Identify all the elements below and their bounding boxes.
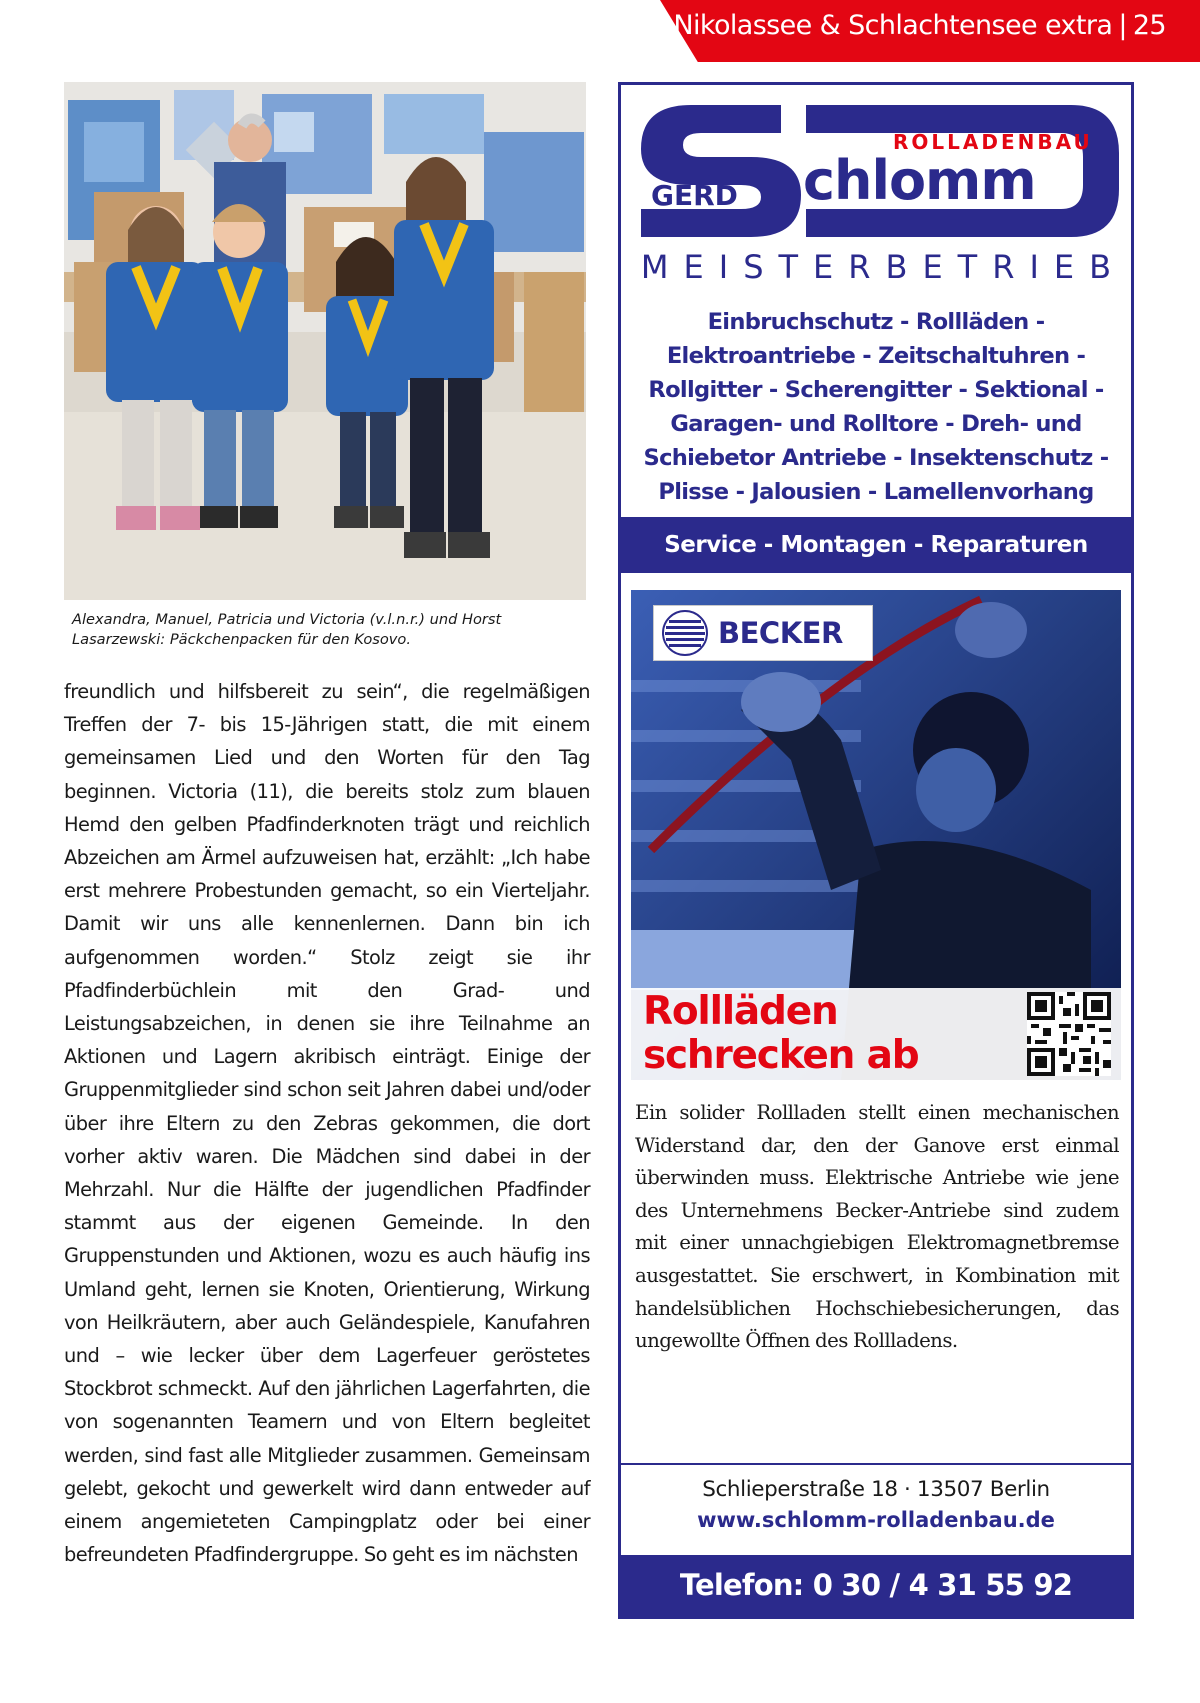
scouts-photo-illustration [64, 82, 586, 600]
becker-logo-icon [660, 608, 710, 658]
headline-box [631, 988, 1121, 1080]
photo-caption [72, 610, 584, 650]
service-line: Garagen- und Rolltore - Dreh- und [670, 411, 1082, 437]
becker-label: BECKER [718, 616, 843, 650]
schlomm-logo [631, 97, 1123, 245]
service-bar: Service - Montagen - Reparaturen [621, 517, 1131, 573]
meisterbetrieb-label: MEISTERBETRIEB [640, 248, 1127, 286]
service-line: Rollgitter - Scherengitter - Sektional - [648, 377, 1104, 403]
article-photo [64, 82, 586, 600]
burglar-photo [631, 590, 1121, 1080]
phone-bar: Telefon: 0 30 / 4 31 55 92 [621, 1555, 1131, 1616]
company-address: Schlieperstraße 18 · 13507 Berlin [702, 1477, 1050, 1502]
headline-line-1: Rollläden [643, 989, 838, 1034]
page-header [673, 10, 1166, 41]
company-website-link[interactable]: www.schlomm-rolladenbau.de [697, 1508, 1055, 1532]
services-list [631, 305, 1121, 509]
ad-body-text: Ein solider Rollladen stellt einen mechanischen Widerstand dar, den der Ganove erst einmal überwinden muss. Elektrische Antriebe wie jene des Unternehmens Becker-Antriebe sind zudem mit einer unnachgiebigen Elektromagnetbremse ausgestattet. Sie erschwert, in Kombination mit handelsüblichen Hochschiebesicherungen, das ungewollte Öffnen des Rollladens. [635, 1101, 1119, 1353]
service-line: Einbruchschutz - Rollläden - [707, 309, 1045, 335]
logo-brand-name: chlomm [803, 149, 1036, 212]
logo-top-label: ROLLADENBAU [893, 130, 1093, 154]
caption-line-1: Alexandra, Manuel, Patricia und Victoria (v.l.n.r.) und Horst [72, 611, 502, 628]
service-line: Schiebetor Antriebe - Insektenschutz - [643, 445, 1109, 471]
schlomm-advertisement [618, 82, 1134, 1619]
caption-line-2: Lasarzewski: Päckchenpacken für den Kosovo. [72, 631, 411, 648]
article-body: freundlich und hilfsbereit zu sein“, die regelmäßigen Treffen der 7- bis 15-Jährigen statt, die mit einem gemeinsamen Lied und den Worten für den Tag beginnen. Victoria (11), die bereits stolz zum blauen Hemd den gelben Pfadfinderknoten trägt und reichlich Abzeichen am Ärmel aufzuweisen hat, erzählt: „Ich habe erst mehrere Probestunden gemacht, so ein Vierteljahr. Damit wir uns alle kennenlernen. Dann bin ich aufgenommen worden.“ Stolz zeigt sie ihr Pfadfinderbüchlein mit den Grad- und Leistungsabzeichen, in denen sie ihre Teilnahme an Aktionen und Lagern akribisch einträgt. Einige der Gruppenmitglieder sind schon seit Jahren dabei und/oder über ihre Eltern zu den Zebras gekommen, die dort vorher aktiv waren. Die Mädchen sind dabei in der Mehrzahl. Nur die Hälfte der jugendlichen Pfadfinder stammt aus der eigenen Gemeinde. In den Gruppenstunden und Aktionen, wozu es auch häufig ins Umland geht, lernen sie Knoten, Orientierung, Wirkung von Heilkräutern, aber auch Geländespiele, Kanufahren und – wie lecker über dem Lagerfeuer geröstetes Stockbrot schmeckt. Auf den jährlichen Lagerfahrten, die von sogenannten Teamern und von Eltern begleitet werden, sind fast alle Mitglieder zusammen. Gemeinsam gelebt, gekocht und gewerkelt wird dann entweder auf einem angemieteten Campingplatz oder bei einer befreundeten Pfadfindergruppe. So geht es im nächsten [64, 680, 590, 1567]
header-separator: | [1118, 10, 1127, 41]
page-number: 25 [1132, 10, 1166, 41]
header-title: Nikolassee & Schlachtensee extra [673, 10, 1113, 41]
becker-badge [653, 605, 873, 661]
logo-first-name: GERD [651, 179, 738, 212]
service-line: Elektroantriebe - Zeitschaltuhren - [666, 343, 1086, 369]
qr-code[interactable] [1027, 992, 1111, 1076]
headline-line-2: schrecken ab [643, 1033, 919, 1078]
ad-divider [621, 1463, 1131, 1465]
ad-headline [643, 990, 918, 1078]
service-line: Plisse - Jalousien - Lamellenvorhang [658, 479, 1094, 505]
